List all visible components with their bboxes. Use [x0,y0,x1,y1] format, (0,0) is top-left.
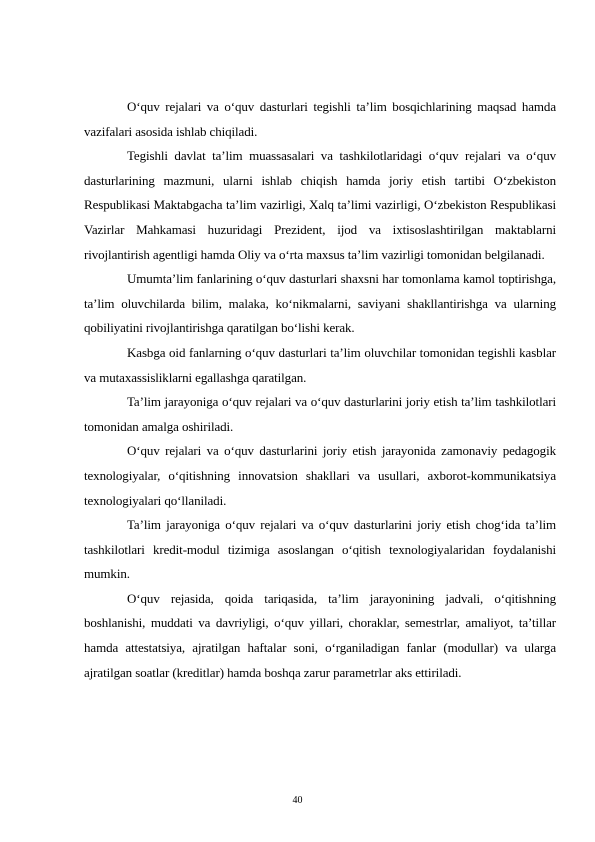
paragraph-2: Tegishli davlat ta’lim muassasalari va tashkilotlaridagi o‘quv rejalari va o‘quv dasturlarining mazmuni, ularni ishlab chiqish hamda joriy etish tartibi O‘zbekiston Respublikasi Maktabgacha ta’lim vazirligi, Xalq ta’limi vazirligi, O‘zbekiston Respublikasi Vazirlar Mahkamasi huzuridagi Prezident, ijod va ixtisoslashtirilgan maktablarni rivojlantirish agentligi hamda Oliy va o‘rta maxsus ta’lim vazirligi tomonidan belgilanadi. [84,148,556,262]
paragraph-8: O‘quv rejasida, qoida tariqasida, ta’lim jarayonining jadvali, o‘qitishning boshlanishi, muddati va davriyligi, o‘quv yillari, choraklar, semestrlar, amaliyot, ta’tillar hamda attestatsiya, ajratilgan haftalar soni, o‘rganiladigan fanlar (modullar) va ularga ajratilgan soatlar (kreditlar) hamda boshqa zarur parametrlar aks ettiriladi. [84,590,556,680]
paragraph-3: Umumta’lim fanlarining o‘quv dasturlari shaxsni har tomonlama kamol toptirishga, ta’lim oluvchilarda bilim, malaka, ko‘nikmalarni, saviyani shakllantirishga va ularning qobiliyatini rivojlantirishga qaratilgan bo‘lishi kerak. [84,271,556,336]
paragraph-1: O‘quv rejalari va o‘quv dasturlari tegishli ta’lim bosqichlarining maqsad hamda vazifalari asosida ishlab chiqiladi. [84,99,556,139]
paragraph-6: O‘quv rejalari va o‘quv dasturlarini joriy etish jarayonida zamonaviy pedagogik texnologiyalar, o‘qitishning innovatsion shakllari va usullari, axborot-kommunikatsiya texnologiyalari qo‘llaniladi. [84,443,556,508]
body-text [84,95,556,685]
paragraph-4: Kasbga oid fanlarning o‘quv dasturlari ta’lim oluvchilar tomonidan tegishli kasblar va mutaxassisliklarni egallashga qaratilgan. [84,344,556,385]
paragraph-5: Ta’lim jarayoniga o‘quv rejalari va o‘quv dasturlarini joriy etish ta’lim tashkilotlari tomonidan amalga oshiriladi. [84,394,556,434]
paragraph-7: Ta’lim jarayoniga o‘quv rejalari va o‘quv dasturlarini joriy etish chog‘ida ta’lim tashkilotlari kredit-modul tizimiga asoslangan o‘qitish texnologiyalaridan foydalanishi mumkin. [84,517,556,582]
page-number: 40 [292,795,303,806]
